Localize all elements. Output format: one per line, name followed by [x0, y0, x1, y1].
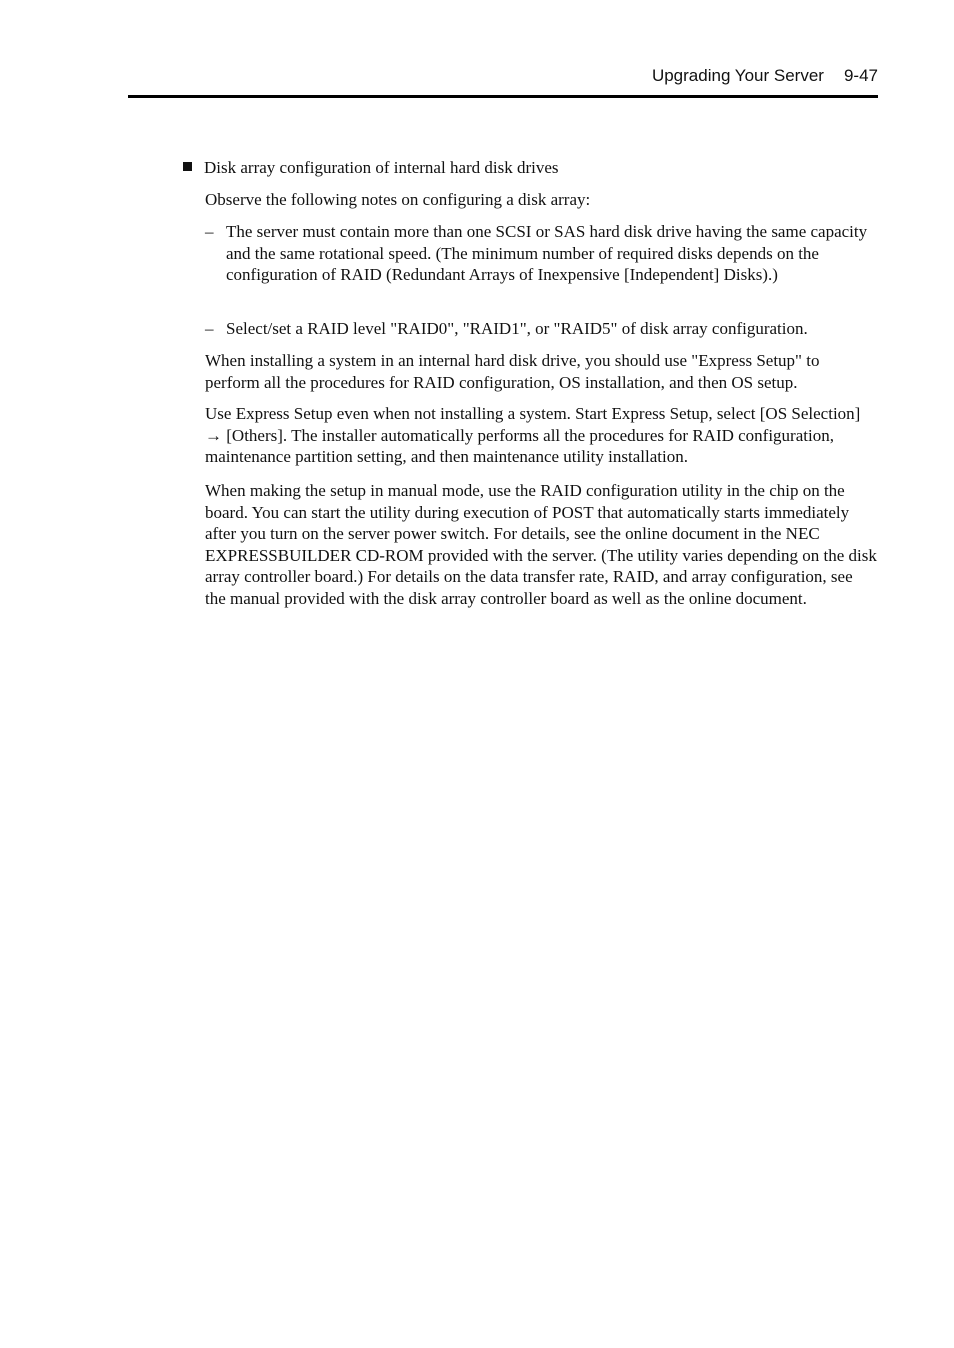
intro-paragraph: Observe the following notes on configuring a disk array: [205, 190, 591, 209]
dash-marker: – [205, 222, 214, 241]
body-paragraph: When making the setup in manual mode, use the RAID configuration utility in the chip on the board. You can start the utility during execution of POST that automatically starts immediately after you turn on the server power switch. For details, see the online document in the NEC EXPRESSBUILDER CD-ROM provided with the server. (The utility varies depending on the disk array controller board.) For details on the data transfer rate, RAID, and array configuration, see the manual provided with the disk array controller board as well as the online document. [205, 481, 877, 608]
section-heading-text: Disk array configuration of internal hard disk drives [204, 158, 559, 177]
note-text: Select/set a RAID level "RAID0", "RAID1", or "RAID5" of disk array configuration. [226, 319, 808, 338]
header-rule [128, 95, 878, 98]
section-heading [183, 157, 873, 179]
square-bullet-icon [183, 162, 192, 171]
note-item [205, 221, 877, 286]
dash-marker: – [205, 319, 214, 338]
header-title: Upgrading Your Server [651, 66, 824, 85]
note-text: The server must contain more than one SCSI or SAS hard disk drive having the same capacity and the same rotational speed. (The minimum number of required disks depends on the configuration of RAID (Redundant Arrays of Inexpensive [Independent] Disks).) [226, 222, 868, 284]
page-number: 9-47 [843, 66, 878, 85]
page-header [128, 62, 878, 90]
note-item [205, 318, 877, 340]
body-paragraph: When installing a system in an internal hard disk drive, you should use "Express Setup" to perform all the procedures for RAID configuration, OS installation, and then OS setup. [205, 351, 820, 392]
body-paragraph: Use Express Setup even when not installing a system. Start Express Setup, select [OS Selection] → [Others]. The installer automatically performs all the procedures for RAID configuration, maintenance partition setting, and then maintenance utility installation. [205, 404, 861, 466]
